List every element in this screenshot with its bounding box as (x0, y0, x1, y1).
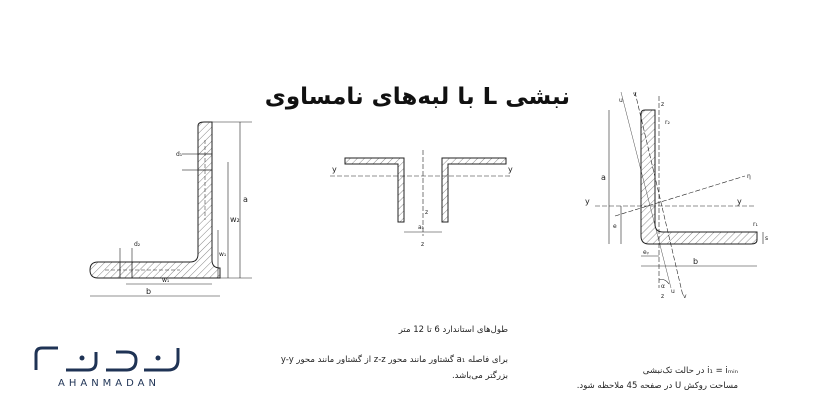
label-ey: eᵧ (643, 249, 649, 256)
note-radius-line2: مساحت روکش U در صفحه 45 ملاحظه شود. (576, 381, 738, 391)
label-s: s (765, 235, 769, 242)
page-title: نبشی L با لبه‌های نامساوی (264, 84, 570, 110)
label-a: a (601, 173, 606, 182)
label-v-bottom: v (683, 293, 687, 300)
note-distance-line1: برای فاصله a₁ گشتاور مانند محور z-z از گشتاور مانند محور y-y (280, 355, 508, 365)
label-d2: d₂ (134, 241, 141, 248)
logo-latin-text: AHANMADAN (58, 378, 160, 389)
label-b: b (146, 287, 152, 296)
label-r1: r₁ (753, 221, 758, 228)
label-eta: η (747, 173, 751, 180)
label-u-top: u (619, 97, 623, 104)
label-w1: w₁ (219, 251, 227, 258)
logo-mark-icon (18, 340, 200, 378)
label-z-bottom: z (421, 241, 425, 248)
double-angle-diagram (330, 150, 520, 250)
label-r2: r₂ (665, 119, 670, 126)
label-wx: w₁ (162, 277, 170, 284)
note-radius-line1: i₁ = iₘᵢₙ در حالت تک‌نبشی (642, 366, 738, 376)
label-e: e (613, 223, 617, 230)
label-v-top: v (633, 91, 637, 98)
label-y-left: y (332, 165, 337, 174)
left-angle-section (345, 158, 404, 222)
label-y-left: y (585, 197, 590, 206)
label-b: b (693, 257, 699, 266)
angle-section (90, 122, 220, 278)
label-y-right: y (737, 197, 742, 206)
note-standard-length: طول‌های استاندارد 6 تا 12 متر (398, 325, 508, 335)
label-a: a (243, 195, 248, 204)
note-distance-line2: بزرگتر می‌باشد. (451, 371, 508, 381)
brand-logo[interactable] (18, 340, 200, 400)
label-z-bottom: z (661, 293, 665, 300)
label-alpha: α (661, 283, 665, 290)
angle-axes-diagram (575, 88, 775, 303)
right-angle-section (442, 158, 506, 222)
label-a1: a₁ (418, 224, 425, 231)
label-u-bottom: u (671, 288, 675, 295)
label-z: z (425, 209, 429, 216)
label-y-right: y (508, 165, 513, 174)
label-w2: w₂ (230, 215, 240, 224)
angle-section (641, 110, 757, 244)
label-d1: d₁ (176, 151, 183, 158)
label-z-top: z (661, 101, 665, 108)
angle-hole-gauge-diagram (80, 110, 260, 310)
